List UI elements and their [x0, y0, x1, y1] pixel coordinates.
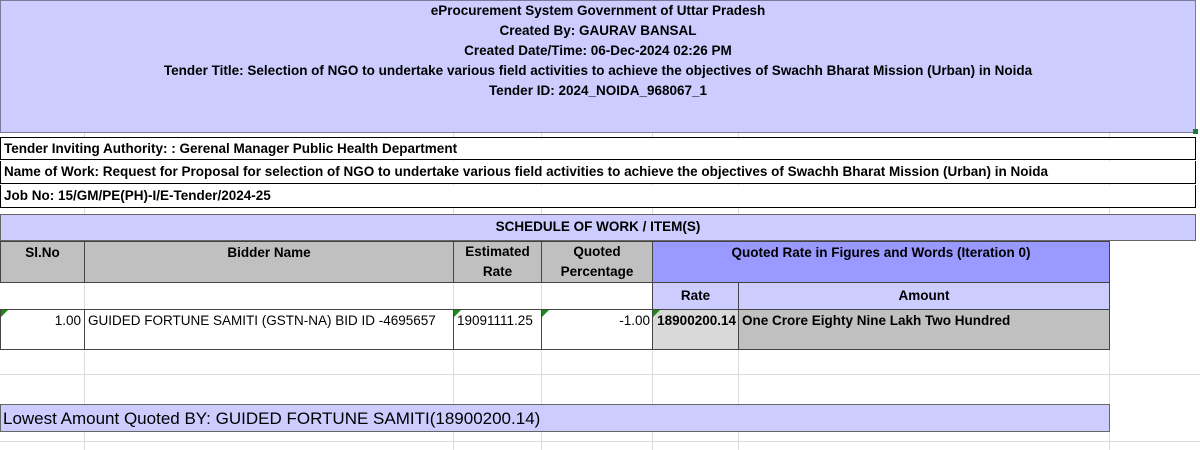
header-estimated-line2: Rate: [482, 264, 513, 279]
header-amount: Amount: [738, 282, 1110, 310]
header-system: eProcurement System Government of Uttar Pradesh: [430, 3, 766, 18]
cell-selection-handle[interactable]: [1193, 129, 1198, 134]
header-quoted-percentage: [541, 241, 653, 283]
lowest-amount-quoted: Lowest Amount Quoted BY: GUIDED FORTUNE SAMITI(18900200.14): [0, 404, 1110, 432]
header-bidder-name: Bidder Name: [84, 241, 454, 283]
header-tender-title: Tender Title: Selection of NGO to undertake various field activities to achieve the objectives of Swachh Bharat Mission (Urban) in Noida: [163, 63, 1033, 78]
header-rate: Rate: [652, 282, 739, 310]
row-slno: 1.00: [54, 313, 81, 328]
header-estimated-line1: Estimated: [465, 244, 530, 259]
cell-slno[interactable]: [0, 309, 85, 350]
cell-rate[interactable]: [652, 309, 739, 350]
cell-quoted-percentage[interactable]: [541, 309, 653, 350]
row-estimated: 19091111.25: [457, 313, 533, 328]
header-quoted-line2: Percentage: [560, 264, 634, 279]
cell-marker-icon: [1, 310, 8, 317]
report-header: [0, 0, 1196, 133]
header-slno: Sl.No: [0, 241, 85, 283]
header-tender-id: Tender ID: 2024_NOIDA_968067_1: [488, 83, 708, 98]
row-amount: One Crore Eighty Nine Lakh Two Hundred: [742, 313, 1011, 328]
schedule-title: SCHEDULE OF WORK / ITEM(S): [0, 214, 1196, 241]
job-number: Job No: 15/GM/PE(PH)-I/E-Tender/2024-25: [0, 185, 1196, 208]
header-estimated-rate: [453, 241, 542, 283]
header-quoted-rate-figures-words: Quoted Rate in Figures and Words (Iteration 0): [652, 241, 1110, 283]
cell-estimated-rate[interactable]: [453, 309, 542, 350]
name-of-work: Name of Work: Request for Proposal for selection of NGO to undertake various field activities to achieve the objectives of Swachh Bharat Mission (Urban) in Noida: [0, 161, 1196, 184]
header-created-datetime: Created Date/Time: 06-Dec-2024 02:26 PM: [464, 43, 732, 58]
row-bidder: GUIDED FORTUNE SAMITI (GSTN-NA) BID ID -4695657: [88, 313, 436, 328]
row-rate: 18900200.14: [657, 313, 736, 328]
tender-inviting-authority: Tender Inviting Authority: : Gerenal Manager Public Health Department: [0, 137, 1196, 160]
cell-bidder-name[interactable]: [84, 309, 454, 350]
cell-marker-icon: [542, 310, 549, 317]
header-created-by: Created By: GAURAV BANSAL: [499, 23, 697, 38]
cell-amount[interactable]: [738, 309, 1110, 350]
cell-marker-icon: [454, 310, 461, 317]
cell-marker-icon: [653, 310, 660, 317]
row-quoted-pct: -1.00: [619, 313, 650, 328]
header-quoted-line1: Quoted: [573, 244, 621, 259]
